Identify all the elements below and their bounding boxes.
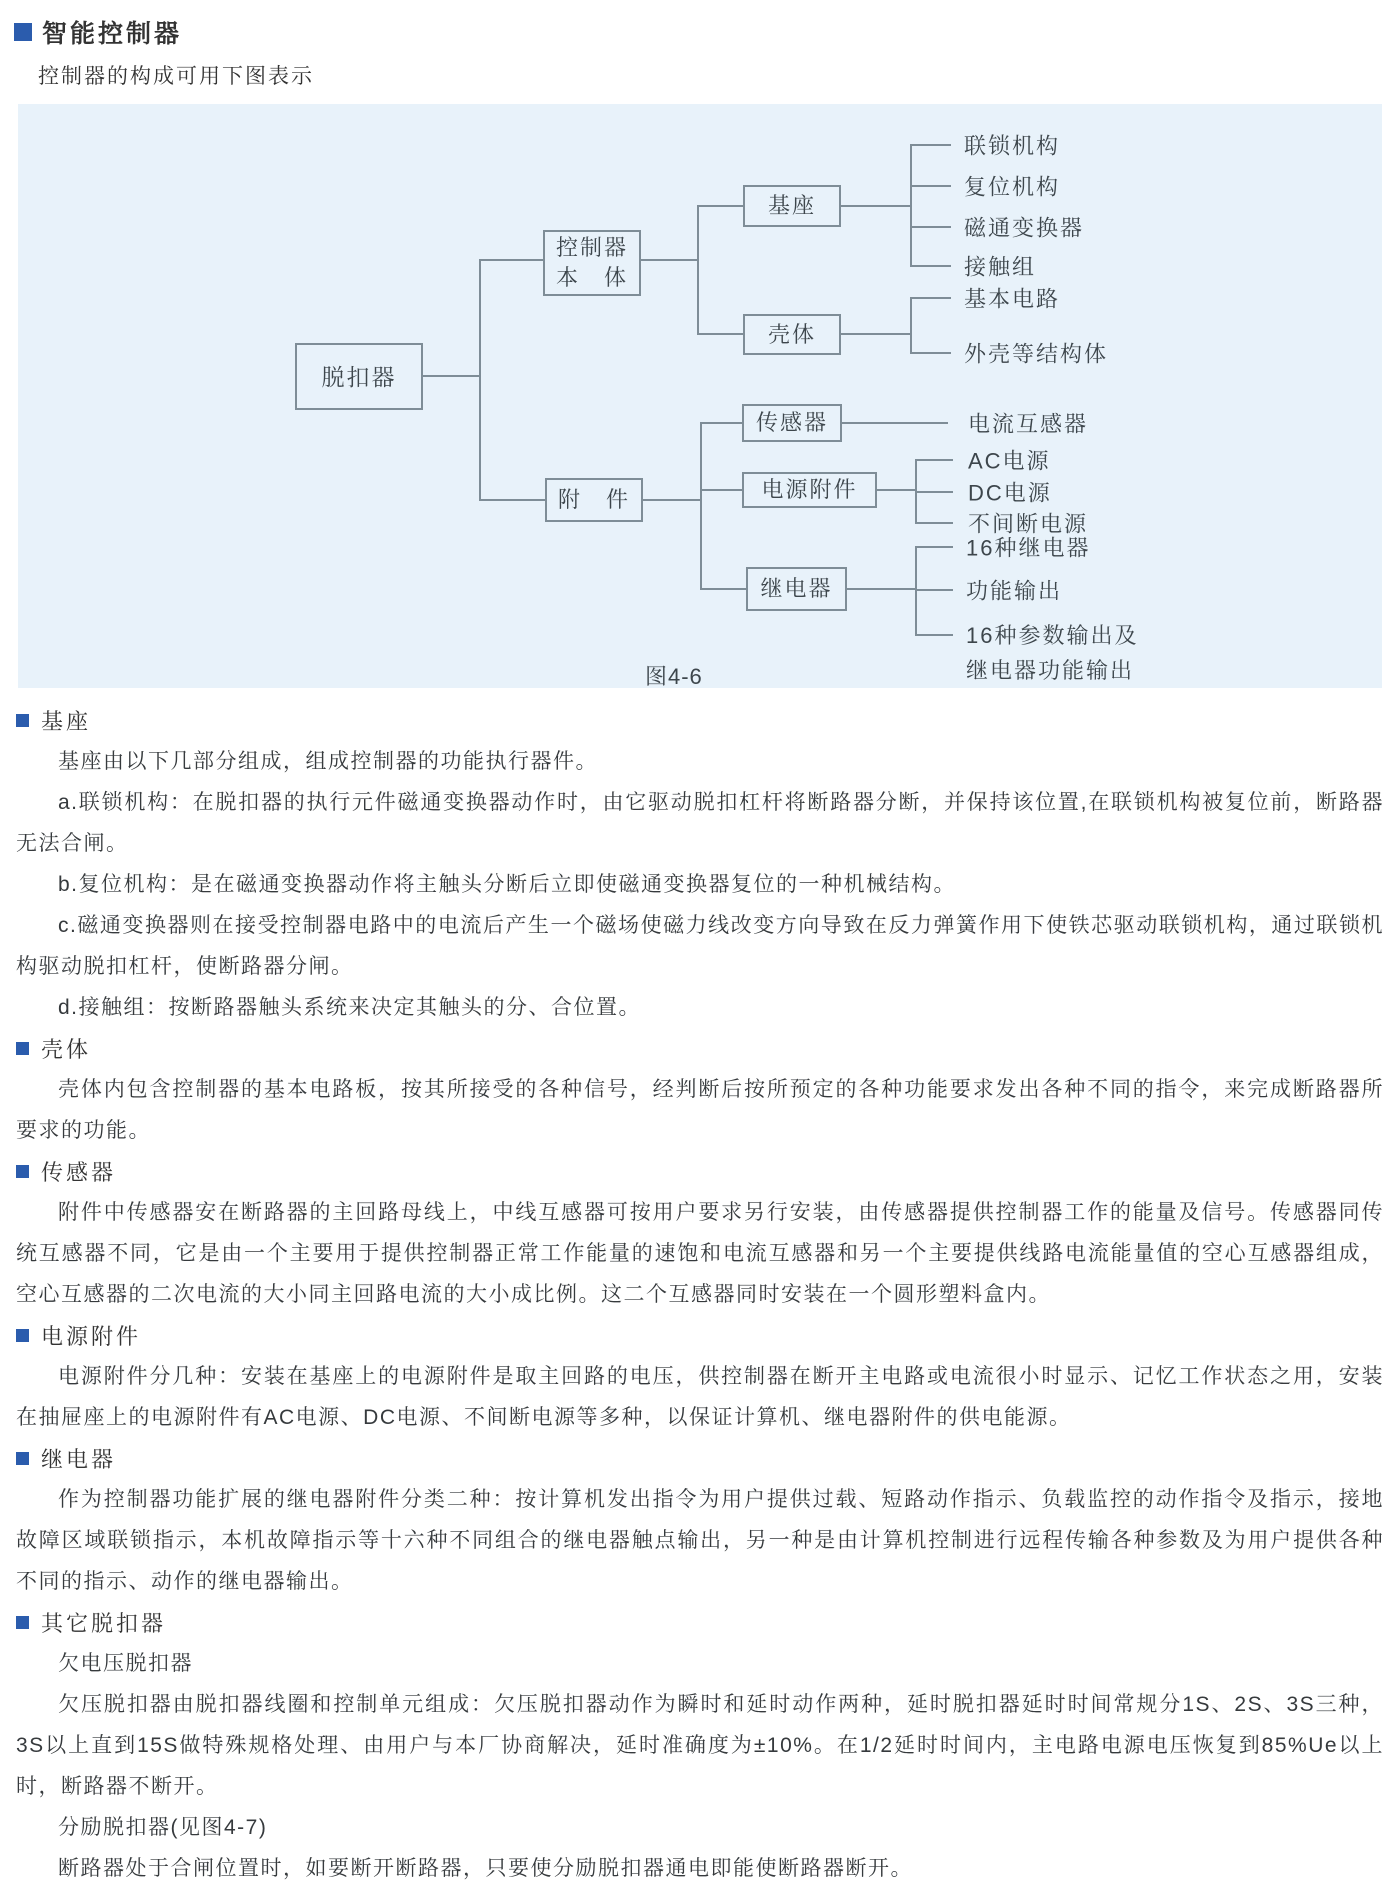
section-bullet-icon (16, 714, 29, 727)
section-shell (16, 1028, 1384, 1151)
section-bullet-icon (16, 1042, 29, 1055)
section-relay-title: 继电器 (41, 1447, 117, 1472)
leaf-label: 16种继电器 (966, 535, 1091, 561)
connector-line (877, 489, 916, 491)
section-base (16, 700, 1384, 1028)
section-sensor-heading (16, 1151, 1384, 1192)
section-other-heading (16, 1602, 1384, 1643)
section-base-title: 基座 (41, 709, 92, 734)
connector-line (847, 588, 916, 590)
node-relay (746, 567, 847, 611)
text-sections (0, 688, 1400, 1889)
paragraph: 欠压脱扣器由脱扣器线圈和控制单元组成：欠压脱扣器动作为瞬时和延时动作两种，延时脱扣器延时时间常规分1S、2S、3S三种，3S以上直到15S做特殊规格处理、由用户与本厂协商解决，延时准确度为±10%。在1/2延时时间内，主电路电源电压恢复到85%Ue以上时，断路器不断开。 (16, 1693, 1384, 1798)
leaf-label: 复位机构 (964, 174, 1061, 200)
connector-line (916, 634, 953, 636)
connector-line (916, 589, 953, 591)
connector-line (700, 422, 702, 590)
node-base-label: 基座 (767, 193, 816, 218)
connector-line (643, 499, 701, 501)
section-shell-title: 壳体 (41, 1037, 92, 1062)
leaf-label (966, 618, 1138, 688)
connector-line (915, 459, 917, 524)
paragraph: 电源附件分几种：安装在基座上的电源附件是取主回路的电压，供控制器在断开主电路或电流很小时显示、记忆工作状态之用，安装在抽屉座上的电源附件有AC电源、DC电源、不间断电源等多种，以保证计算机、继电器附件的供电能源。 (16, 1365, 1384, 1429)
figure-caption: 图4-6 (645, 664, 703, 689)
node-accessory-label: 附 件 (557, 487, 630, 512)
connector-line (915, 546, 917, 636)
connector-line (842, 422, 948, 424)
node-trip-unit-label: 脱扣器 (321, 363, 397, 390)
section-other-trip-units (16, 1602, 1384, 1889)
connector-line (911, 352, 951, 354)
connector-line (911, 297, 951, 299)
leaf-label-line1: 16种参数输出及 (966, 623, 1139, 648)
node-controller-body-label-1: 控制器 (555, 235, 628, 260)
connector-line (701, 588, 746, 590)
section-bullet-icon (16, 1165, 29, 1178)
connector-line (423, 375, 480, 377)
connector-line (916, 459, 953, 461)
section-power (16, 1315, 1384, 1438)
paragraph: d.接触组：按断路器触头系统来决定其触头的分、合位置。 (58, 996, 642, 1019)
leaf-label: 联锁机构 (964, 133, 1061, 159)
title-bullet-icon (14, 23, 32, 41)
page-title: 智能控制器 (42, 20, 183, 48)
doc-header (0, 0, 1400, 104)
paragraph: 欠电压脱扣器 (58, 1652, 193, 1675)
connector-line (916, 491, 953, 493)
page-title-row (14, 14, 1400, 50)
leaf-label: 功能输出 (966, 578, 1063, 604)
section-relay (16, 1438, 1384, 1602)
leaf-label-line2: 继电器功能输出 (966, 658, 1135, 683)
leaf-label: 基本电路 (964, 286, 1061, 312)
section-sensor (16, 1151, 1384, 1315)
section-relay-heading (16, 1438, 1384, 1479)
paragraph: b.复位机构：是在磁通变换器动作将主触头分断后立即使磁通变换器复位的一种机械结构。 (58, 873, 957, 896)
connector-line (910, 297, 912, 354)
node-controller-body (543, 230, 641, 296)
page-subtitle: 控制器的构成可用下图表示 (38, 65, 314, 88)
paragraph: 附件中传感器安在断路器的主回路母线上，中线互感器可按用户要求另行安装，由传感器提供控制器工作的能量及信号。传感器同传统互感器不同，它是由一个主要用于提供控制器正常工作能量的速饱和电流互感器和另一个主要提供线路电流能量值的空心互感器组成，空心互感器的二次电流的大小同主回路电流的大小成比例。这二个互感器同时安装在一个圆形塑料盒内。 (16, 1201, 1384, 1306)
connector-line (698, 205, 743, 207)
paragraph: 作为控制器功能扩展的继电器附件分类二种：按计算机发出指令为用户提供过载、短路动作指示、负载监控的动作指令及指示，接地故障区域联锁指示，本机故障指示等十六种不同组合的继电器触点输出，另一种是由计算机控制进行远程传输各种参数及为用户提供各种不同的指示、动作的继电器输出。 (16, 1488, 1384, 1593)
connector-line (916, 522, 953, 524)
diagram-panel (18, 104, 1382, 688)
section-power-title: 电源附件 (41, 1324, 142, 1349)
leaf-label: DC电源 (968, 480, 1052, 506)
leaf-label: 电流互感器 (968, 411, 1089, 437)
section-power-heading (16, 1315, 1384, 1356)
section-bullet-icon (16, 1452, 29, 1465)
connector-line (911, 265, 951, 267)
section-sensor-title: 传感器 (41, 1160, 117, 1185)
node-controller-body-label-2: 本 体 (555, 265, 628, 290)
connector-line (641, 259, 698, 261)
connector-line (701, 489, 742, 491)
leaf-label: 不间断电源 (968, 511, 1089, 537)
section-bullet-icon (16, 1616, 29, 1629)
connector-line (911, 144, 951, 146)
section-shell-heading (16, 1028, 1384, 1069)
paragraph: c.磁通变换器则在接受控制器电路中的电流后产生一个磁场使磁力线改变方向导致在反力弹簧作用下使铁芯驱动联锁机构，通过联锁机构驱动脱扣杠杆，使断路器分闸。 (16, 914, 1384, 978)
connector-line (701, 422, 742, 424)
paragraph: a.联锁机构：在脱扣器的执行元件磁通变换器动作时，由它驱动脱扣杠杆将断路器分断，并保持该位置,在联锁机构被复位前，断路器无法合闸。 (16, 791, 1384, 855)
connector-line (697, 205, 699, 335)
node-sensor (742, 404, 842, 442)
paragraph: 断路器处于合闸位置时，如要断开断路器，只要使分励脱扣器通电即能使断路器断开。 (58, 1857, 913, 1880)
node-shell-label: 壳体 (767, 321, 816, 347)
connector-line (698, 333, 743, 335)
paragraph: 壳体内包含控制器的基本电路板，按其所接受的各种信号，经判断后按所预定的各种功能要求发出各种不同的指令，来完成断路器所要求的功能。 (16, 1078, 1384, 1142)
node-trip-unit (295, 343, 423, 410)
connector-line (841, 205, 911, 207)
node-power-accessory-label: 电源附件 (761, 477, 858, 502)
paragraph: 基座由以下几部分组成，组成控制器的功能执行器件。 (58, 750, 598, 773)
node-shell (743, 314, 841, 355)
leaf-label: 磁通变换器 (964, 215, 1085, 241)
leaf-label: 接触组 (964, 254, 1037, 280)
connector-line (911, 185, 951, 187)
node-sensor-label: 传感器 (755, 410, 828, 435)
node-power-accessory (742, 472, 877, 508)
connector-line (480, 499, 545, 501)
connector-line (916, 546, 953, 548)
connector-line (841, 333, 911, 335)
connector-line (480, 259, 543, 261)
node-relay-label: 继电器 (760, 576, 833, 601)
paragraph: 分励脱扣器(见图4-7) (58, 1816, 268, 1839)
section-bullet-icon (16, 1329, 29, 1342)
connector-line (911, 226, 951, 228)
connector-line (910, 144, 912, 267)
section-base-heading (16, 700, 1384, 741)
node-accessory (545, 478, 643, 522)
node-base (743, 185, 841, 227)
leaf-label: 外壳等结构体 (964, 341, 1109, 367)
connector-line (479, 259, 481, 501)
leaf-label: AC电源 (968, 448, 1051, 474)
section-other-title: 其它脱扣器 (41, 1611, 167, 1636)
